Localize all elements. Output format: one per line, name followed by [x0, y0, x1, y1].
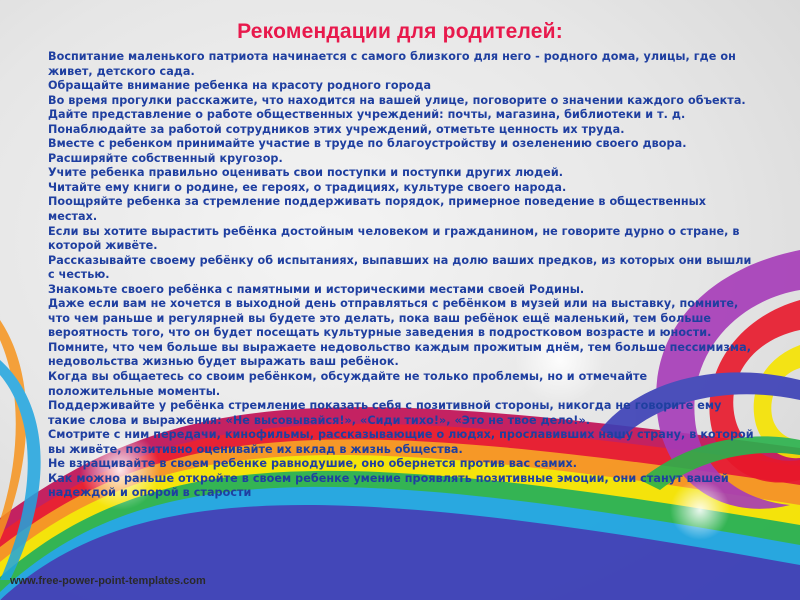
paragraph: Понаблюдайте за работой сотрудников этих учреждений, отметьте ценность их труда. — [48, 122, 625, 136]
paragraph: Во время прогулки расскажите, что находится на вашей улице, поговорите о значении каждого объекта. — [48, 93, 746, 107]
paragraph: Не взращивайте в своем ребенке равнодушие, оно обернется против вас самих. — [48, 457, 578, 471]
paragraph: Воспитание маленького патриота начинается с самого близкого для него - родного дома, улицы, где он живет, детского сада. — [48, 50, 736, 78]
paragraph: Даже если вам не хочется в выходной день отправляться с ребёнком в музей или на выставку, помните, что чем раньше и регулярней вы будете это делать, пока ваш ребёнок ещё маленький, тем больше вероятность того, что он будет посещать культурные заведения в подростковом возрасте и юности. — [48, 297, 739, 340]
paragraph: Смотрите с ним передачи, кинофильмы, рассказывающие о людях, прославивших нашу страну, в которой вы живёте, позитивно оценивайте их вклад в жизнь общества. — [48, 428, 754, 456]
paragraph: Учите ребенка правильно оценивать свои поступки и поступки других людей. — [48, 166, 564, 180]
paragraph: Если вы хотите вырастить ребёнка достойным человеком и гражданином, не говорите дурно о стране, в которой живёте. — [48, 224, 740, 253]
paragraph: Поощряйте ребенка за стремление поддерживать порядок, примерное поведение в общественных местах. — [48, 195, 707, 224]
paragraph: Как можно раньше откройте в своем ребенке умение проявлять позитивные эмоции, они станут вашей надеждой и опорой в старости — [48, 471, 729, 500]
page-title: Рекомендации для родителей: — [237, 20, 563, 43]
paragraph: Рассказывайте своему ребёнку об испытаниях, выпавших на долю ваших предков, из которых они вышли с честью. — [48, 253, 752, 282]
paragraph: Помните, что чем больше вы выражаете недовольство каждым прожитым днём, тем больше пессимизма, недовольства жизнью будет выражать ваш ребёнок. — [48, 340, 752, 369]
paragraph: Обращайте внимание ребенка на красоту родного города — [48, 79, 432, 93]
paragraph: Поддерживайте у ребёнка стремление показать себя с позитивной стороны, никогда не говорите ему такие слова и выражения: «Не высовывайся!», «Сиди тихо!», «Это не твое дело!». — [48, 399, 722, 427]
paragraph: Когда вы общаетесь со своим ребёнком, обсуждайте не только проблемы, но и отмечайте положительные моменты. — [48, 370, 648, 398]
paragraph: Знакомьте своего ребёнка с памятными и историческими местами своей Родины. — [48, 282, 585, 296]
footer-url: www.free-power-point-templates.com — [10, 575, 206, 587]
paragraph: Расширяйте собственный кругозор. — [48, 151, 283, 165]
paragraph: Вместе с ребенком принимайте участие в труде по благоустройству и озеленению своего двора. — [48, 137, 687, 151]
paragraph: Читайте ему книги о родине, ее героях, о традициях, культуре своего народа. — [48, 180, 567, 194]
paragraph: Дайте представление о работе общественных учреждений: почты, магазина, библиотеки и т. д. — [48, 108, 686, 122]
recommendations-text — [48, 50, 754, 501]
